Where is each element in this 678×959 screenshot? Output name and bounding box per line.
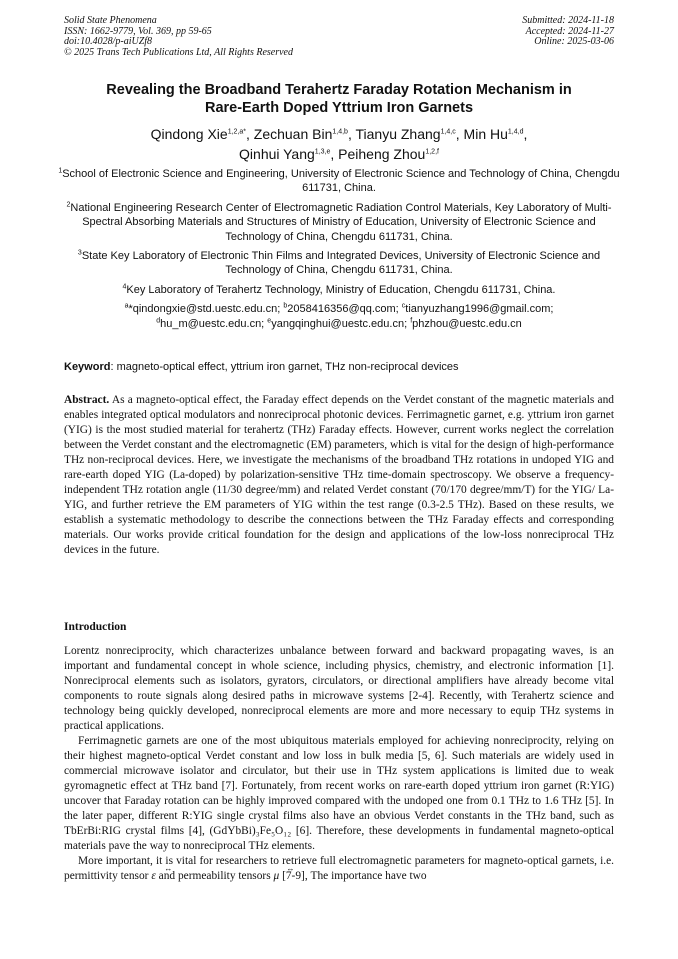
affiliation-num: 3 xyxy=(77,249,82,257)
abstract-text: As a magneto-optical effect, the Faraday effect depends on the Verdet constant of the magnetic materials and enables integrated optical modulators and nonreciprocal photonic devices. Ferrimagnetic garnet, e.g. yttrium iron garnet (YIG) is the most studied material for terahertz (THz) Faraday effects. However, current works neglect the correlation between the Verdet constant and the electromagnetic (EM) parameters, which is vital for the design of high-performance THz non-reciprocal devices. Here, we investigate the mechanisms of the broadband THz rotations in undoped YIG and rare-earth doped YIG (La-doped) by polarization-sensitive THz time-domain spectroscopy. We observe a frequency-independent THz rotation angle (11/30 degree/mm) and related Verdet constant (70/170 degree/mm/T) for the YIG/ La-YIG, and further retrieve the EM parameters of YIG within the test range (0.3-2.5 THz). Based on these results, we establish a systematic methodology to describe the connections between the THz Faraday effects and corresponding materials. Our works provide critical foundation for the design and applications of the low-loss nonreciprocal THz devices in the future. xyxy=(64,394,614,556)
journal-issn: ISSN: 1662-9779, Vol. 369, pp 59-65 xyxy=(64,25,212,37)
affiliation-text: State Key Laboratory of Electronic Thin Films and Integrated Devices, University of Electronic Science and Technology of China, Chengdu 611731, China. xyxy=(81,250,601,277)
abstract-label: Abstract. xyxy=(64,394,110,406)
affiliations xyxy=(58,167,620,336)
author-name: Min Hu xyxy=(463,126,508,142)
email-sup: c xyxy=(401,302,406,310)
author-line-2 xyxy=(40,144,638,164)
author-sep: , xyxy=(347,126,356,142)
journal-doi[interactable]: doi:10.4028/p-aiUZf8 xyxy=(64,36,153,47)
author-sup: 1,2,a* xyxy=(227,128,246,136)
affiliation-num: 1 xyxy=(58,167,63,175)
author-name: Qinhui Yang xyxy=(239,146,315,162)
email-list xyxy=(58,302,620,331)
email-link[interactable]: 2058416356@qq.com; xyxy=(287,303,402,316)
journal-name: Solid State Phenomena xyxy=(64,15,157,26)
journal-copyright: © 2025 Trans Tech Publications Ltd, All Rights Reserved xyxy=(64,46,293,58)
title-line-1: Revealing the Broadband Terahertz Faraday Rotation Mechanism in xyxy=(106,82,572,98)
abstract-paragraph xyxy=(64,393,614,558)
author-name: Zechuan Bin xyxy=(253,126,333,142)
intro-p3-text: [7-9], The importance have two xyxy=(279,870,427,882)
keywords xyxy=(64,360,614,374)
email-sup: f xyxy=(410,317,413,324)
online-date: Online: 2025-03-06 xyxy=(534,36,614,47)
intro-p3-text: More important, it is vital for researchers to retrieve full electromagnetic parameters for magneto-optical garnets, i.e. permittivity tensor xyxy=(64,855,614,882)
email-link[interactable]: tianyuzhang1996@gmail.com; xyxy=(405,303,554,316)
intro-p3-text: and permeability tensors xyxy=(155,870,274,882)
email-sup: a xyxy=(124,302,129,310)
author-sup: 1,4,b xyxy=(332,128,348,136)
affiliation xyxy=(58,167,620,196)
intro-paragraph-3 xyxy=(64,854,614,884)
author-name: Peiheng Zhou xyxy=(338,146,426,162)
publication-dates xyxy=(522,16,614,48)
author-sup: 1,4,d xyxy=(507,128,524,136)
author-sep: , xyxy=(455,126,464,142)
permeability-tensor-symbol: ↔ μ xyxy=(274,870,280,882)
introduction-body xyxy=(64,644,614,884)
affiliation xyxy=(58,201,620,244)
author-sup: 1,2,f xyxy=(425,148,439,156)
author-sep: , xyxy=(330,146,339,162)
submitted-date: Submitted: 2024-11-18 xyxy=(522,15,614,26)
author-sup: 1,4,c xyxy=(440,128,456,136)
intro-paragraph-2: Ferrimagnetic garnets are one of the most ubiquitous materials employed for achieving nonreciprocity, relying on their highest magneto-optical Verdet constant and low loss in bulk media [5, 6]. Such materials are widely used in commercial microwave isolator and circulator, but their use in THz system applications is limited due to weak gyromagnetic effect at THz band [7]. Fortunately, from recent works on rare-earth doped yttrium iron garnet (R:YIG) uncover that Faraday rotation can be highly improved compared with the undoped one from 0.1 THz to 1.6 THz [5]. In the later paper, different R:YIG single crystal films also have an obvious Verdet constants in the THz band, such as TbErBi:RIG crystal films [4], (GdYbBi)₃Fe₅O₁₂ [6]. Therefore, these developments in fundamental magneto-optical materials pave the way to nonreciprocal THz elements. xyxy=(64,735,614,852)
intro-paragraph-1: Lorentz nonreciprocity, which characterizes unbalance between forward and backward propagating waves, is an important and fundamental concept in whole science, including physics, chemistry, and electronic information [1]. Nonreciprocal elements such as isolators, gyrators, circulators, or directional amplifiers have already become vital components to route signals along desired paths in microwave systems [2-4]. Recently, with Terahertz science and technology being quickly developed, nonreciprocal elements are more and more necessary to equip THz systems in practical applications. xyxy=(64,645,614,732)
title-line-2: Rare-Earth Doped Yttrium Iron Garnets xyxy=(204,100,474,116)
affiliation-text: School of Electronic Science and Engineering, University of Electronic Science and Technology of China, Chengdu 611731, China. xyxy=(62,168,620,195)
keyword-label: Keyword xyxy=(64,361,111,373)
affiliation-text: National Engineering Research Center of Electromagnetic Radiation Control Materials, Key Laboratory of Multi-Spectral Absorbing Materials and Structures of Ministry of Education, University of Electronic Science and Technology of China, Chengdu 611731, China. xyxy=(70,201,612,243)
affiliation-text: Key Laboratory of Terahertz Technology, Ministry of Education, Chengdu 611731, China. xyxy=(126,283,556,296)
keyword-text: : magneto-optical effect, yttrium iron garnet, THz non-reciprocal devices xyxy=(110,361,459,373)
journal-info xyxy=(64,16,293,58)
author-line-1 xyxy=(40,124,638,144)
author-name: Qindong Xie xyxy=(150,126,228,142)
paper-title xyxy=(40,81,638,117)
author-sep: , xyxy=(523,126,528,142)
affiliation xyxy=(58,283,620,297)
author-sep: , xyxy=(245,126,254,142)
email-link[interactable]: phzhou@uestc.edu.cn xyxy=(412,317,522,330)
permittivity-tensor-symbol: ↔ ε xyxy=(151,870,156,882)
email-link[interactable]: *qindongxie@std.uestc.edu.cn; xyxy=(128,303,284,316)
section-heading-introduction: Introduction xyxy=(64,621,127,633)
author-list xyxy=(40,124,638,164)
affiliation-num: 2 xyxy=(66,201,71,209)
affiliation-num: 4 xyxy=(122,283,127,291)
email-link[interactable]: hu_m@uestc.edu.cn; xyxy=(160,317,268,330)
abstract xyxy=(64,393,614,558)
email-sup: b xyxy=(283,302,288,310)
email-sup: d xyxy=(156,317,161,324)
author-sup: 1,3,e xyxy=(314,148,331,156)
accepted-date: Accepted: 2024-11-27 xyxy=(525,25,614,37)
email-link[interactable]: yangqinghui@uestc.edu.cn; xyxy=(271,317,411,330)
email-sup: e xyxy=(267,317,272,324)
affiliation xyxy=(58,249,620,278)
author-name: Tianyu Zhang xyxy=(355,126,441,142)
